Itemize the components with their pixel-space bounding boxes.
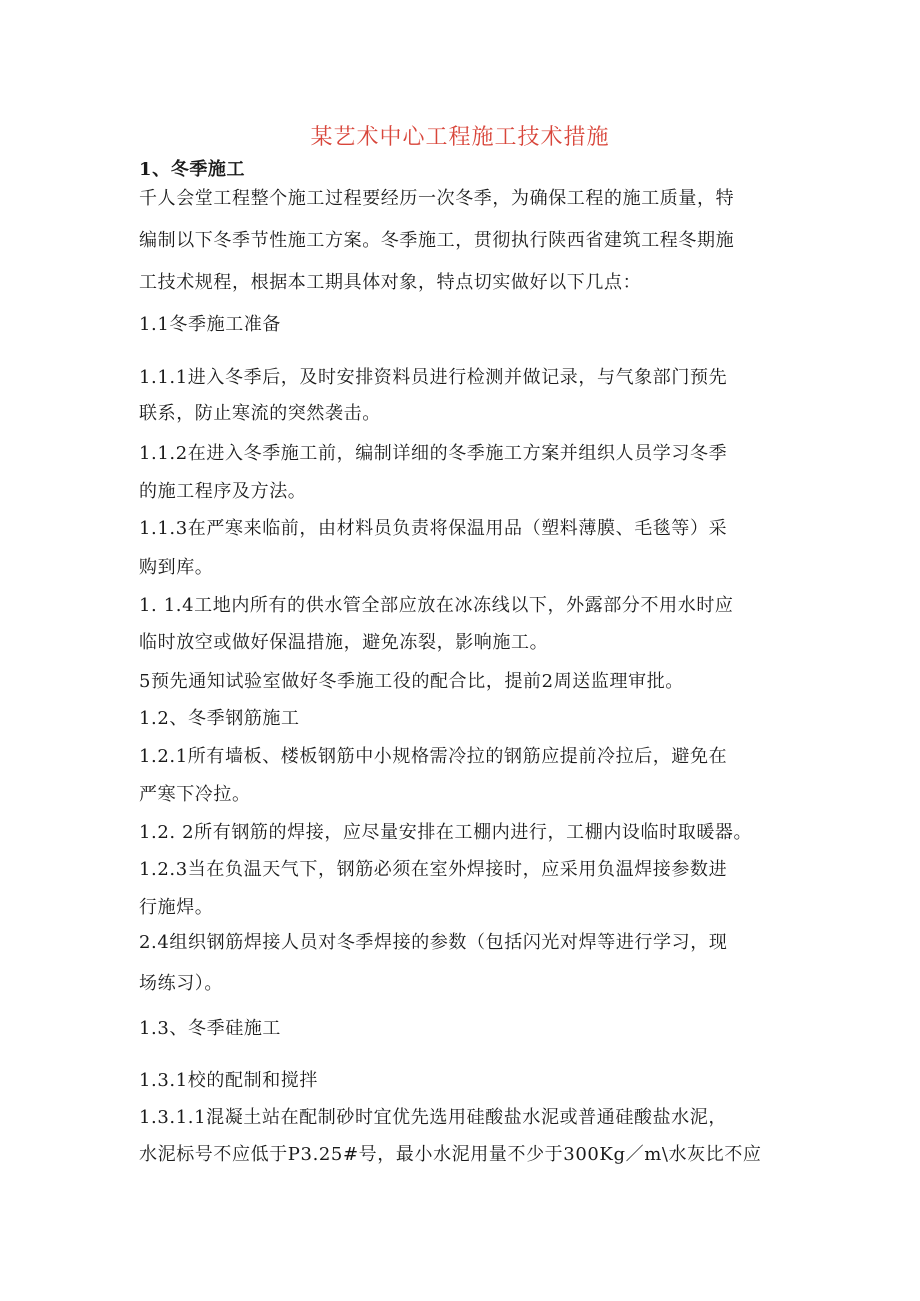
section-heading-1: 1、冬季施工 [139, 159, 246, 180]
paragraph-line: 的施工程序及方法。 [139, 481, 307, 502]
paragraph-line: 临时放空或做好保温措施，避免冻裂，影响施工。 [139, 632, 549, 653]
paragraph-line: 千人会堂工程整个施工过程要经历一次冬季，为确保工程的施工质量，特 [139, 188, 735, 209]
paragraph-line: 联系，防止寒流的突然袭击。 [139, 403, 381, 424]
paragraph-line: 1.2.3当在负温天气下，钢筋必须在室外焊接时，应采用负温焊接参数进 [139, 859, 728, 880]
paragraph-line: 购到库。 [139, 557, 214, 578]
paragraph-line: 1. 1.4工地内所有的供水管全部应放在冰冻线以下，外露部分不用水时应 [139, 595, 734, 616]
paragraph-line: 严寒下冷拉。 [139, 784, 251, 805]
section-heading-1-3: 1.3、冬季硅施工 [139, 1018, 282, 1039]
paragraph-line: 场练习）。 [139, 973, 223, 994]
paragraph-line: 水泥标号不应低于P3.25#号，最小水泥用量不少于300Kg／m\水灰比不应 [139, 1144, 762, 1165]
paragraph-line: 2.4组织钢筋焊接人员对冬季焊接的参数（包括闪光对焊等进行学习，现 [139, 932, 728, 953]
paragraph-line: 1.1.3在严寒来临前，由材料员负责将保温用品（塑料薄膜、毛毯等）采 [139, 518, 728, 539]
paragraph-line: 工技术规程，根据本工期具体对象，特点切实做好以下几点： [139, 272, 642, 293]
document-title: 某艺术中心工程施工技术措施 [310, 125, 610, 150]
paragraph-line: 编制以下冬季节性施工方案。冬季施工，贯彻执行陕西省建筑工程冬期施 [139, 230, 735, 251]
paragraph-line: 1.3.1.1混凝土站在配制砂时宜优先选用硅酸盐水泥或普通硅酸盐水泥， [139, 1107, 727, 1128]
paragraph-line: 1.2. 2所有钢筋的焊接，应尽量安排在工棚内进行，工棚内设临时取暖器。 [139, 822, 753, 843]
section-heading-1-1: 1.1冬季施工准备 [139, 314, 282, 335]
paragraph-line: 行施焊。 [139, 897, 214, 918]
paragraph-line: 5预先通知试验室做好冬季施工役的配合比，提前2周送监理审批。 [139, 671, 684, 692]
paragraph-line: 1.1.1进入冬季后，及时安排资料员进行检测并做记录，与气象部门预先 [139, 367, 728, 388]
section-heading-1-2: 1.2、冬季钢筋施工 [139, 708, 300, 729]
paragraph-line: 1.1.2在进入冬季施工前，编制详细的冬季施工方案并组织人员学习冬季 [139, 443, 728, 464]
paragraph-line: 1.2.1所有墙板、楼板钢筋中小规格需冷拉的钢筋应提前冷拉后，避免在 [139, 746, 728, 767]
subsection-heading: 1.3.1校的配制和搅拌 [139, 1070, 318, 1091]
